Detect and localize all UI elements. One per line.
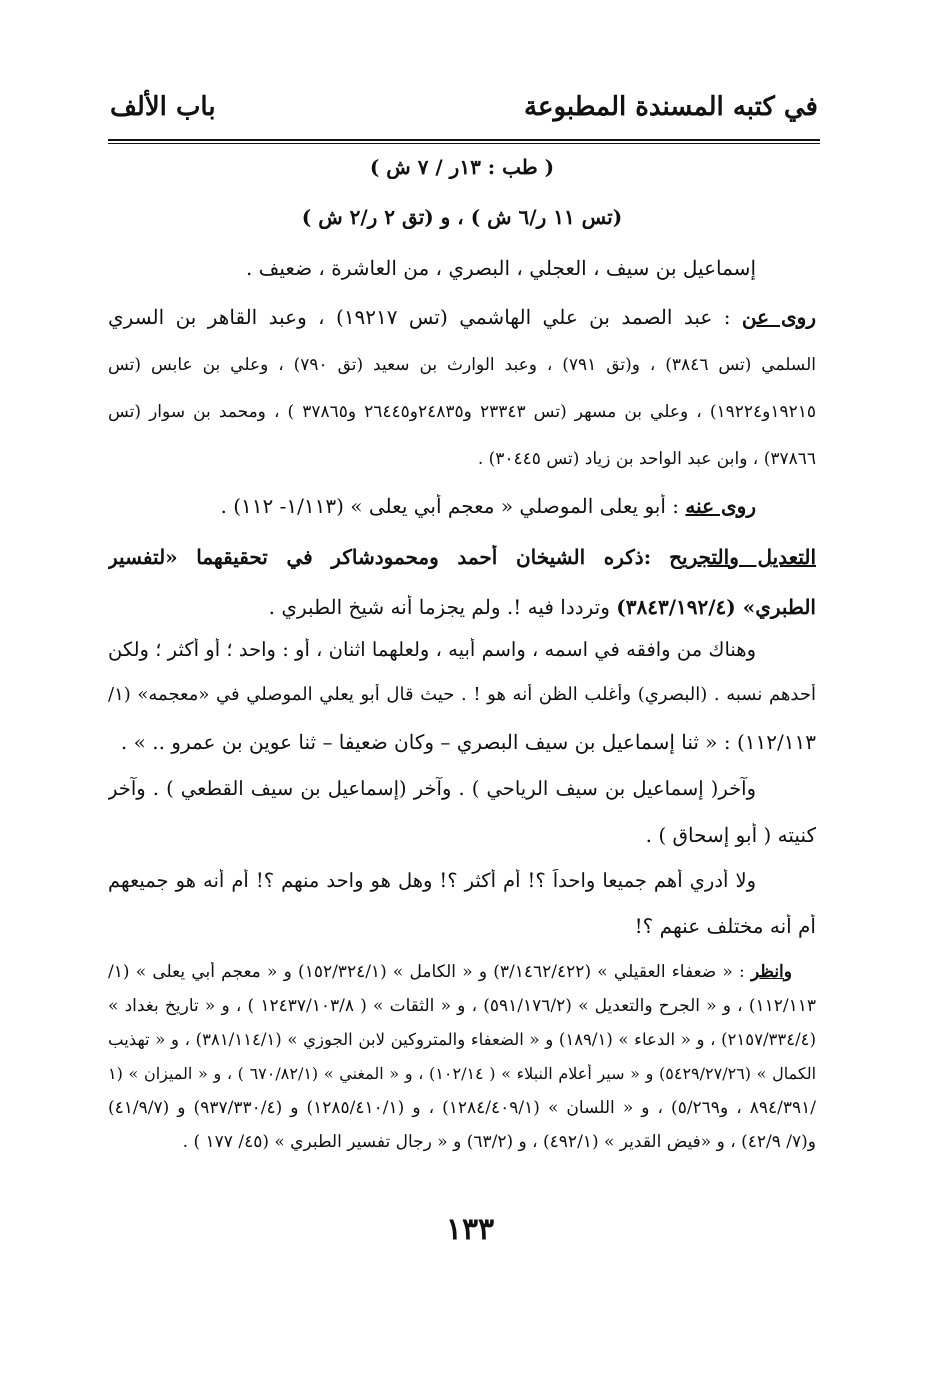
unzur-line-2: ١١٢/١١٣) ، و « الجرح والتعديل » (٥٩١/١٧٦/٢) ، و « الثقات » ( ١٢٤٣٧/١٠٣/٨ ) ، و « تاريخ بغداد » xyxy=(108,996,816,1016)
unzur-label: وانظر xyxy=(751,962,792,982)
unzur-line-1 xyxy=(108,962,816,982)
codes-line-2: (تس ١١ ر/٦ ش ) ، و (تق ٢ ر/٢ ش ) xyxy=(301,205,623,229)
riwaya-anhu-label: روى عنه xyxy=(685,494,756,518)
riwaya-anhu-text: : أبو يعلى الموصلي « معجم أبي يعلى » (١/١١٣- ١١٢) . xyxy=(220,494,680,518)
tadeel-label: التعديل والتجريح xyxy=(669,545,816,569)
codes-line-1: ( طب : ١٣ر / ٧ ش ) xyxy=(369,155,555,179)
riwaya-an-line-1 xyxy=(108,305,816,329)
tadeel-line-2 xyxy=(108,595,816,619)
riwaya-an-line-4: ٣٧٨٦٦) ، وابن عبد الواحد بن زياد (تس ٣٠٤٤٥) . xyxy=(477,449,816,469)
header-rule-thick xyxy=(108,139,820,141)
tadeel-line-1 xyxy=(108,545,816,569)
riwaya-anhu-line xyxy=(108,494,816,518)
header-rule-thin xyxy=(108,143,820,144)
para-3-line-2: أم أنه مختلف عنهم ؟! xyxy=(634,914,816,938)
tadeel-text-2: وترددا فيه !. ولم يجزما أنه شيخ الطبري . xyxy=(268,595,610,619)
tadeel-citation: الطبري» (٣٨٤٣/١٩٢/٤) xyxy=(616,595,816,619)
header-chapter-title: باب الألف xyxy=(110,92,216,122)
page-number: ١٣٣ xyxy=(445,1212,495,1247)
para-2-line-2: كنيته ( أبو إسحاق ) . xyxy=(645,823,816,847)
entry-name-line: إسماعيل بن سيف ، العجلي ، البصري ، من العاشرة ، ضعيف . xyxy=(245,256,756,280)
unzur-line-5: /٨٩٤/٣٩١ ، و٥/٢٦٩) ، و « اللسان » (١٢٨٤/٤٠٩/١) ، و (١٢٨٥/٤١٠/١) و (٩٣٧/٣٣٠/٤) و (٤١/٩/٧) xyxy=(108,1098,816,1118)
unzur-line-6: و(٧/ ٤٢/٩) ، و «فيض القدير » (٤٩٢/١) ، و (٦٣/٢) و « رجال تفسير الطبري » (٤٥/ ١٧٧ ) . xyxy=(182,1132,816,1152)
para-1-line-3: ١١٢/١١٣) : « ثنا إسماعيل بن سيف البصري – وكان ضعيفا – ثنا عوين بن عمرو .. » . xyxy=(120,730,816,754)
running-header xyxy=(110,92,818,134)
header-book-title: في كتبه المسندة المطبوعة xyxy=(524,92,818,122)
unzur-line-3: (٢١٥٧/٣٣٤/٤) ، و « الدعاء » (١٨٩/١) و « الضعفاء والمتروكين لابن الجوزي » (٣٨١/١١٤/١) ، و « تهذيب xyxy=(108,1030,816,1049)
para-3-line-1: ولا أدري أهم جميعا واحداً ؟! أم أكثر ؟! وهل هو واحد منهم ؟! أم أنه هو جميعهم xyxy=(108,869,756,892)
tadeel-text-1: :ذكره الشيخان أحمد ومحمودشاكر في تحقيقهما «لتفسير xyxy=(108,545,652,569)
riwaya-an-line-2: السلمي (تس ٣٨٤٦) ، و(تق ٧٩١) ، وعبد الوارث بن سعيد (تق ٧٩٠) ، وعلي بن عابس (تس xyxy=(108,355,816,375)
para-1-line-2: أحدهم نسبه . (البصري) وأغلب الظن أنه هو ! . حيث قال أبو يعلي الموصلي في «معجمه» (١/ xyxy=(108,684,816,705)
para-1-line-1: وهناك من وافقه في اسمه ، واسم أبيه ، ولعلهما اثنان ، أو : واحد ؛ أو أكثر ؛ ولكن xyxy=(108,638,756,661)
riwaya-an-line-3: ١٩٢١٥و١٩٢٢٤) ، وعلي بن مسهر (تس ٢٣٣٤٣ و٢٤٨٣٥و٢٦٤٤٥ و٣٧٨٦٥ ) ، ومحمد بن سوار (تس xyxy=(108,402,816,422)
riwaya-an-label: روى عن xyxy=(741,305,816,329)
riwaya-an-text-1: : عبد الصمد بن علي الهاشمي (تس ١٩٢١٧) ، وعبد القاهر بن السري xyxy=(108,305,731,329)
unzur-line-4: الكمال » (٥٤٢٩/٢٧/٢٦) و « سير أعلام النبلاء » ( ١٠٢/١٤) ، و « المغني » (٦٧٠/٨٢/١ ) ، و « الميزان » (١ xyxy=(108,1064,816,1083)
para-2-line-1: وآخر( إسماعيل بن سيف الرياحي ) . وآخر (إسماعيل بن سيف القطعي ) . وآخر xyxy=(108,777,756,800)
unzur-text-1: : « ضعفاء العقيلي » (٣/١٤٦٢/٤٢٢) و « الكامل » (١٥٢/٣٢٤/١) و « معجم أبي يعلى » (١/ xyxy=(108,962,745,982)
